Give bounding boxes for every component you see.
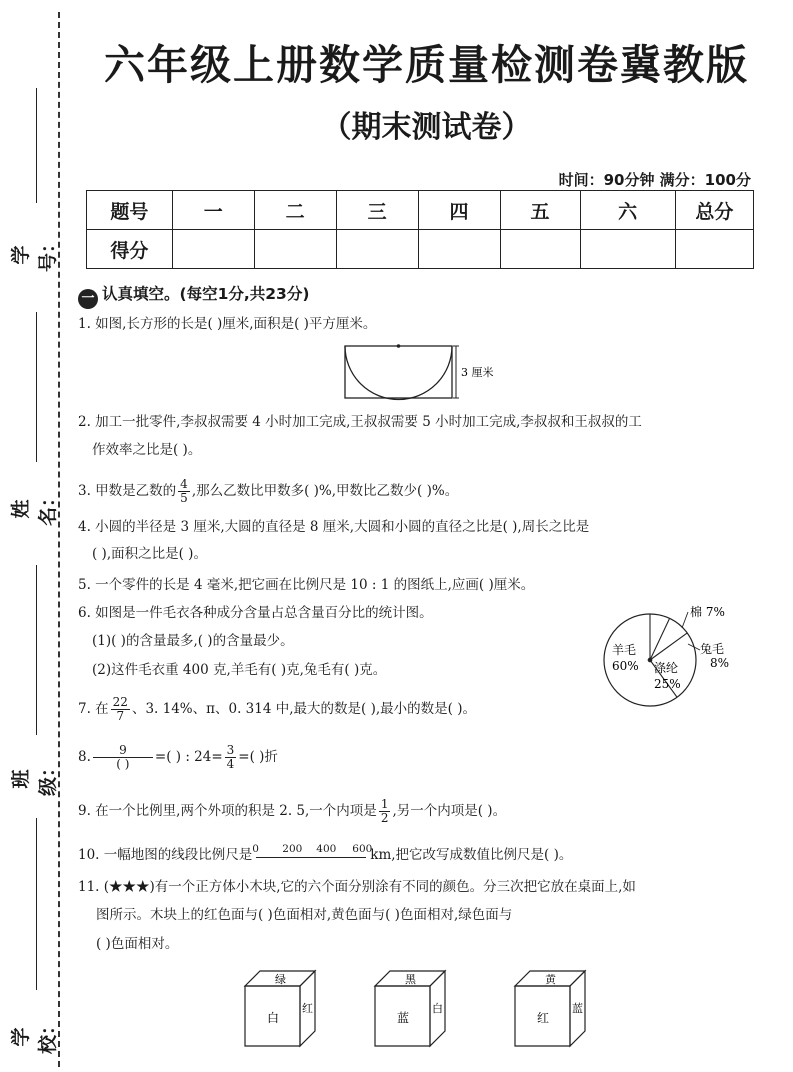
question-2-line1: 2. 加工一批零件,李叔叔需要 4 小时加工完成,王叔叔需要 5 小时加工完成,李叔叔和王叔叔的工 [78,414,642,430]
side-label-xingming: 姓名： [10,487,59,526]
side-line-banji[interactable] [36,565,37,735]
fraction [178,478,190,505]
score-row-label: 得分 [87,230,173,269]
question-5: 5. 一个零件的长是 4 毫米,把它画在比例尺是 10 : 1 的图纸上,应画( )厘米。 [78,577,535,593]
fraction [111,696,130,723]
fraction-denominator: 5 [180,491,188,505]
score-header-cell: 总分 [675,191,753,230]
pie-slice-boundary-兔毛 [650,618,670,660]
cube-3-front-label: 红 [537,1011,550,1025]
question-10-pre: 10. 一幅地图的线段比例尺是 [78,847,253,863]
question-7-post: 、3. 14%、π、0. 314 中,最大的数是( ),最小的数是( )。 [131,701,476,717]
cube-figures [240,968,610,1052]
section-title: 认真填空。(每空1分,共23分) [102,285,310,303]
cube-3 [515,971,585,1046]
cube-2-front-label: 蓝 [397,1011,410,1025]
cube-2 [375,971,445,1046]
score-table [86,190,754,269]
question-8 [78,744,278,771]
side-line-xuexiao[interactable] [36,818,37,990]
section-number-badge: 一 [78,289,98,309]
pie-label-wool-pct: 60% [612,659,639,673]
fraction-numerator: 4 [180,477,188,491]
question-6-part1: (1)( )的含量最多,( )的含量最少。 [92,633,294,649]
pie-chart [592,600,752,710]
cube-1-front-label: 白 [267,1011,280,1025]
cube-1-top-label: 绿 [275,973,286,986]
scale-line [256,857,366,858]
question-9-pre: 9. 在一个比例里,两个外项的积是 2. 5,一个内项是 [78,803,377,819]
score-cell[interactable] [418,230,500,269]
score-table-score-row [87,230,754,269]
fraction-numerator: 9 [93,744,153,758]
fraction [93,744,153,771]
question-6-part2: (2)这件毛衣重 400 克,羊毛有( )克,兔毛有( )克。 [92,662,387,678]
question-9-post: ,另一个内项是( )。 [392,803,507,819]
pie-slice-boundary-涤纶 [650,633,687,660]
scale-tick-label: 0 [252,843,259,855]
scale-tick-label: 400 [316,843,337,855]
cube-3-side-label: 蓝 [572,1002,583,1015]
question-10 [78,845,572,865]
pie-label-wool: 羊毛 [612,643,637,657]
question-8-mid: =( ) : 24= [154,749,223,765]
fraction [225,744,237,771]
score-cell[interactable] [580,230,675,269]
pie-center-dot [648,658,652,662]
page-subtitle: （期末测试卷） [321,110,532,145]
score-table-header-row [87,191,754,230]
fraction-numerator: 1 [380,797,389,811]
cube-1-side-label: 红 [302,1002,313,1015]
cube-3-top-label: 黄 [545,973,556,986]
question-4-line1: 4. 小圆的半径是 3 厘米,大圆的直径是 8 厘米,大圆和小圆的直径之比是( ),周长之比是 [78,519,590,535]
score-cell[interactable] [254,230,336,269]
binding-dashed-line [58,12,60,1067]
question-11-line3: ( )色面相对。 [96,936,179,952]
fraction-denominator[interactable]: ( ) [116,757,130,771]
question-11-line1: 11. (★★★)有一个正方体小木块,它的六个面分别涂有不同的颜色。分三次把它放在桌面上,如 [78,879,636,895]
side-label-xuehao: 学号： [10,233,59,272]
pie-label-poly-pct: 25% [654,677,681,691]
cube-2-top-label: 黑 [405,973,416,986]
score-header-cell: 三 [336,191,418,230]
page-title: 六年级上册数学质量检测卷冀教版 [104,41,749,89]
question-9 [78,798,506,825]
question-10-post: ,把它改写成数值比例尺是( )。 [391,847,573,863]
cube-2-side-label: 白 [432,1002,443,1015]
fraction-numerator: 3 [226,743,235,757]
question-3 [78,478,458,505]
score-cell[interactable] [172,230,254,269]
score-header-cell: 一 [172,191,254,230]
score-cell[interactable] [500,230,580,269]
side-line-xingming[interactable] [36,312,37,462]
score-header-cell: 六 [580,191,675,230]
question-11-line2: 图所示。木块上的红色面与( )色面相对,黄色面与( )色面相对,绿色面与 [96,907,513,923]
question-4-line2: ( ),面积之比是( )。 [92,546,207,562]
side-line-xuehao[interactable] [36,88,37,203]
pie-label-cotton: 棉 7% [690,605,725,619]
question-2-line2: 作效率之比是( )。 [92,442,202,458]
question-7-pre: 7. 在 [78,701,109,717]
question-8-post: =( )折 [238,749,278,765]
question-6: 6. 如图是一件毛衣各种成分含量占总含量百分比的统计图。 [78,605,433,621]
score-cell[interactable] [336,230,418,269]
fraction [379,798,391,825]
question-7 [78,696,476,723]
score-cell[interactable] [675,230,753,269]
rectangle-semicircle-figure [340,342,500,402]
cube-1 [245,971,315,1046]
fraction-denominator: 2 [380,811,389,825]
time-info: 时间：90分钟 满分：100分 [558,171,751,189]
fraction-numerator: 22 [112,695,128,709]
line-scale-bar [252,843,373,865]
question-8-pre: 8. [78,749,91,765]
side-label-banji: 班级： [10,757,59,796]
pie-label-rabbit-pct: 8% [710,656,730,670]
pie-label-rabbit: 兔毛 [700,642,725,656]
pie-label-poly: 涤纶 [654,661,679,675]
figure-label-3cm: 3 厘米 [461,366,494,379]
question-1: 1. 如图,长方形的长是( )厘米,面积是( )平方厘米。 [78,316,377,332]
scale-tick-label: 200 [282,843,303,855]
question-3-post: ,那么乙数比甲数多( )%,甲数比乙数少( )%。 [191,483,459,499]
section-heading [78,282,309,309]
scale-tick-label: 600 [352,843,373,855]
score-header-cell: 题号 [87,191,173,230]
score-header-cell: 五 [500,191,580,230]
scale-unit: km [370,847,392,863]
score-header-cell: 二 [254,191,336,230]
fraction-denominator: 4 [226,757,235,771]
question-3-pre: 3. 甲数是乙数的 [78,483,177,499]
fraction-denominator: 7 [116,709,125,723]
score-header-cell: 四 [418,191,500,230]
side-label-xuexiao: 学校： [10,1015,59,1054]
